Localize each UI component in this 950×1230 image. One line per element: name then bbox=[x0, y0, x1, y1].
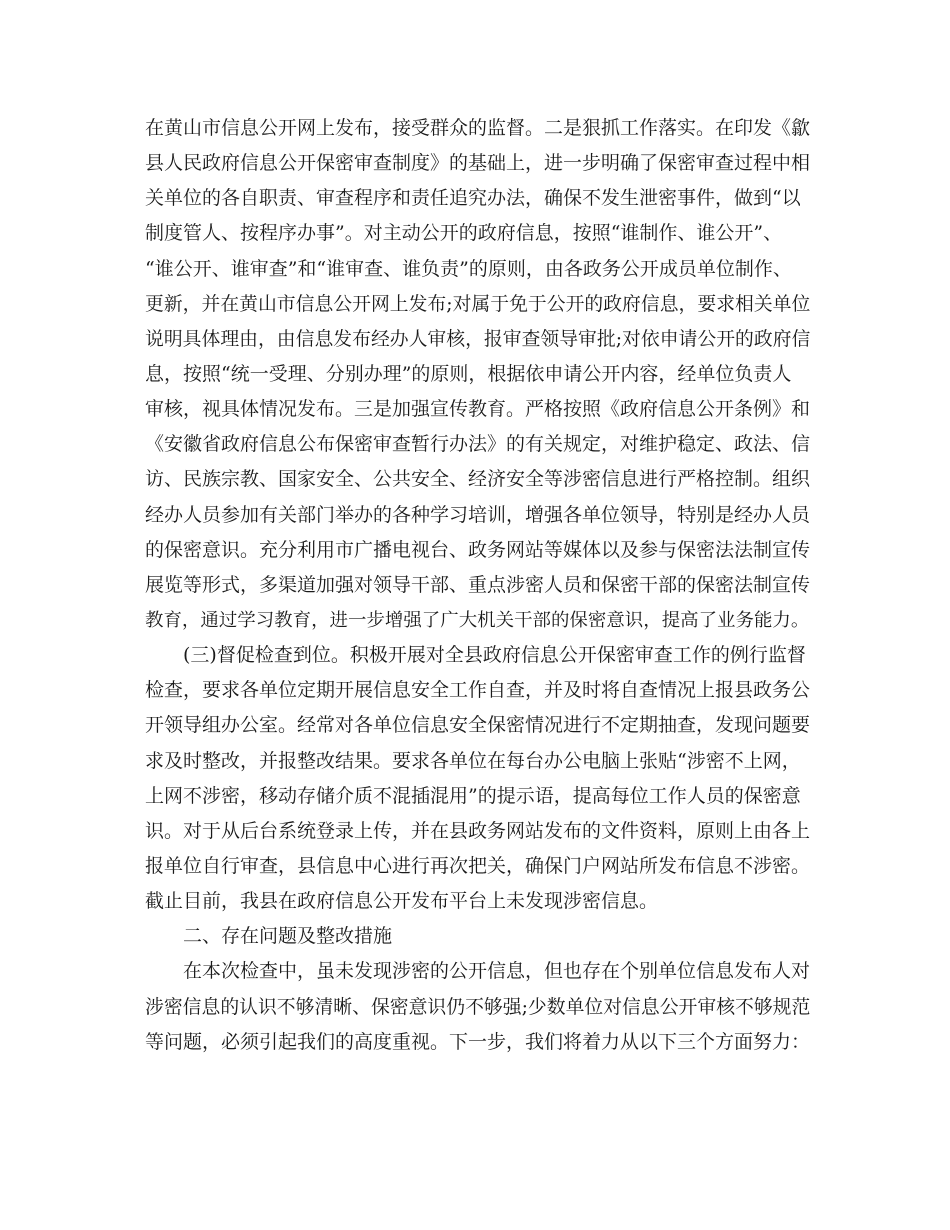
text-line: 关单位的各自职责、审查程序和责任追究办法，确保不发生泄密事件，做到“以 bbox=[145, 187, 801, 210]
text-line: 《安徽省政府信息公布保密审查暂行办法》的有关规定，对维护稳定、政法、信 bbox=[145, 433, 811, 456]
text-line: 检查，要求各单位定期开展信息安全工作自查，并及时将自查情况上报县政务公 bbox=[145, 679, 811, 702]
text-line: 更新，并在黄山市信息公开网上发布;对属于免于公开的政府信息，要求相关单位 bbox=[145, 293, 811, 315]
text-line: 展览等形式，多渠道加强对领导干部、重点涉密人员和保密干部的保密法制宣传 bbox=[145, 573, 811, 596]
text-line: 教育，通过学习教育，进一步增强了广大机关干部的保密意识，提高了业务能力。 bbox=[145, 609, 810, 631]
text-line: 等问题，必须引起我们的高度重视。下一步，我们将着力从以下三个方面努力： bbox=[145, 1030, 811, 1053]
text-line: 息，按照“统一受理、分别办理”的原则，根据依申请公开内容，经单位负责人 bbox=[145, 362, 792, 385]
text-line: 上网不涉密，移动存储介质不混插混用”的提示语，提高每位工作人员的保密意 bbox=[145, 784, 801, 807]
text-line: 说明具体理由，由信息发布经办人审核，报审查领导审批;对依申请公开的政府信 bbox=[145, 328, 811, 350]
text-line: 制度管人、按程序办事”。对主动公开的政府信息，按照“谁制作、谁公开”、 bbox=[145, 222, 783, 245]
text-line: “谁公开、谁审查”和“谁审查、谁负责”的原则，由各政务公开成员单位制作、 bbox=[145, 257, 792, 280]
text-line: 二、存在问题及整改措施 bbox=[183, 925, 393, 948]
text-line: 在本次检查中，虽未发现涉密的公开信息，但也存在个别单位信息发布人对 bbox=[183, 960, 811, 983]
text-line: 的保密意识。充分利用市广播电视台、政务网站等媒体以及参与保密法法制宣传 bbox=[145, 538, 811, 561]
text-line: 识。对于从后台系统登录上传，并在县政务网站发布的文件资料，原则上由各上 bbox=[145, 819, 811, 842]
text-line: 报单位自行审查，县信息中心进行再次把关，确保门户网站所发布信息不涉密。 bbox=[145, 854, 811, 877]
text-line: 访、民族宗教、国家安全、公共安全、经济安全等涉密信息进行严格控制。组织 bbox=[145, 468, 811, 491]
text-line: 截止目前，我县在政府信息公开发布平台上未发现涉密信息。 bbox=[145, 890, 659, 913]
text-line: 县人民政府信息公开保密审查制度》的基础上，进一步明确了保密审查过程中相 bbox=[145, 152, 811, 175]
document-body bbox=[145, 111, 810, 1060]
text-line: 开领导组办公室。经常对各单位信息安全保密情况进行不定期抽查，发现问题要 bbox=[145, 714, 811, 737]
text-line: 审核，视具体情况发布。三是加强宣传教育。严格按照《政府信息公开条例》和 bbox=[145, 398, 811, 421]
text-line: 涉密信息的认识不够清晰、保密意识仍不够强;少数单位对信息公开审核不够规范 bbox=[145, 996, 811, 1018]
text-line: (三)督促检查到位。积极开展对全县政府信息公开保密审查工作的例行监督 bbox=[183, 644, 806, 667]
text-line: 在黄山市信息公开网上发布，接受群众的监督。二是狠抓工作落实。在印发《歙 bbox=[145, 117, 811, 139]
text-line: 经办人员参加有关部门举办的各种学习培训，增强各单位领导，特别是经办人员 bbox=[145, 503, 811, 526]
text-line: 求及时整改，并报整改结果。要求各单位在每台办公电脑上张贴“涉密不上网， bbox=[145, 749, 801, 772]
